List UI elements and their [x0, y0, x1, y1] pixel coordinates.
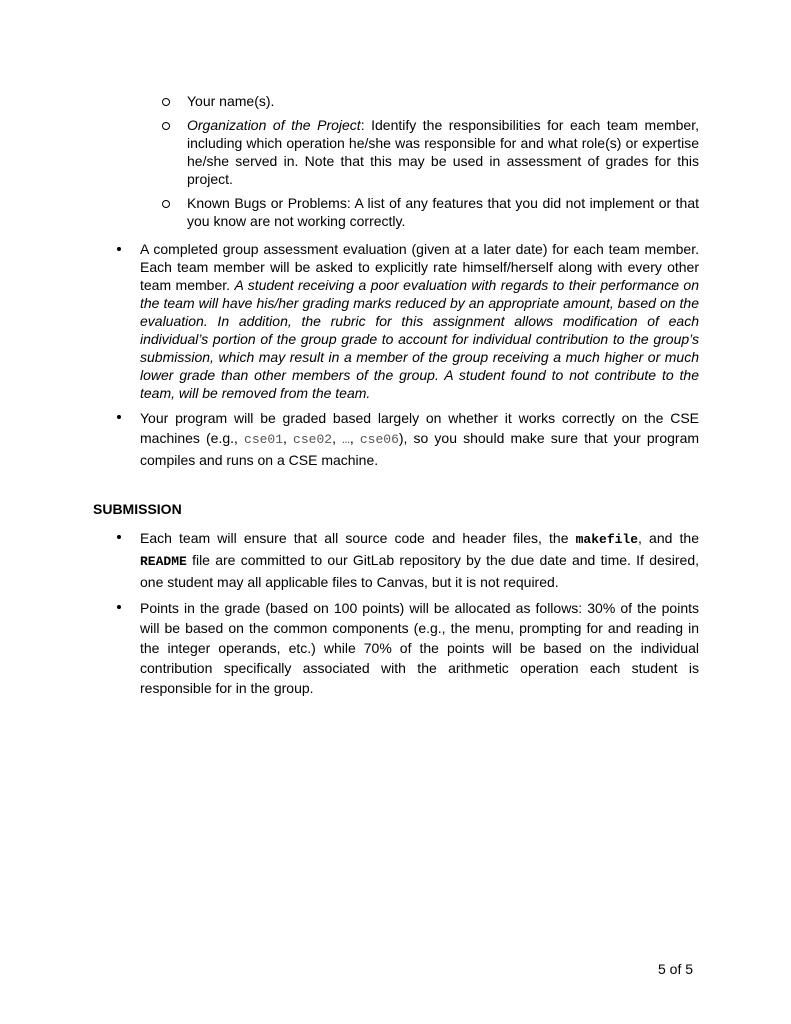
- ellipsis: …: [342, 432, 350, 447]
- bullet-icon: [117, 605, 121, 609]
- assessment-plain: A completed group assessment evaluation (given at a later date) for each team member. Each team member will be asked to explicitly rate himself/herself along with every other team member.: [140, 241, 699, 293]
- hollow-bullet-icon: [162, 200, 170, 208]
- hollow-bullet-icon: [162, 122, 170, 130]
- item-text: Known Bugs or Problems: A list of any features that you did not implement or that you know are not working correctly.: [187, 195, 699, 229]
- list-item: [162, 194, 699, 230]
- grading-note-text: Your program will be graded based largely on whether it works correctly on the CSE machines (e.g., cse01, cse02, …, cse06), so you should make sure that your program compiles and runs on a CSE machine.: [140, 410, 700, 468]
- submission-item-text: Each team will ensure that all source code and header files, the makefile, and the README file are committed to our GitLab repository by the due date and time. If desired, one student may all applicable files to Canvas, but it is not required.: [140, 530, 700, 590]
- file-name: makefile: [575, 532, 639, 547]
- item-text: Your name(s).: [187, 93, 275, 109]
- list-item: [115, 408, 699, 470]
- bullet-icon: [117, 247, 121, 251]
- list-item: [115, 598, 699, 698]
- machine-name: cse02: [293, 432, 333, 447]
- file-name: README: [140, 554, 187, 569]
- bullet-icon: [117, 535, 121, 539]
- submission-item-text: Points in the grade (based on 100 points) will be allocated as follows: 30% of the points will be based on the common components (e.g., the menu, prompting for and reading in the integer operands, etc.) while 70% of the points will be based on the individual contribution specifically associated with the arithmetic operation each student is responsible for in the group.: [140, 600, 699, 696]
- list-item: [162, 116, 699, 188]
- section-heading: SUBMISSION: [93, 501, 182, 517]
- page-number: 5 of 5: [658, 961, 694, 977]
- report-contents-list: [162, 92, 699, 236]
- hollow-bullet-icon: [162, 98, 170, 106]
- list-item: [162, 92, 699, 110]
- assessment-text: [140, 240, 699, 402]
- requirements-list: [115, 240, 699, 476]
- assessment-italic: A student receiving a poor evaluation with regards to their performance on the team will have his/her grading marks reduced by an appropriate amount, based on the evaluation. In addition, the rubric for this assignment allows modification of each individual’s portion of the group grade to account for individual contribution to the group’s submission, which may result in a member of the group receiving a much higher or much lower grade than other members of the group. A student found to not contribute to the team, will be removed from the team.: [140, 277, 699, 401]
- item-text: [187, 116, 699, 188]
- list-item: [115, 240, 699, 402]
- list-item: [115, 528, 699, 592]
- item-body: : Identify the responsibilities for each team member, including which operation he/she was responsible for and what role(s) or expertise he/she served in. Note that this may be used in assessment of grades for this project.: [187, 117, 699, 187]
- machine-name: cse06: [359, 432, 399, 447]
- bullet-icon: [117, 415, 121, 419]
- machine-name: cse01: [244, 432, 284, 447]
- submission-list: [115, 528, 699, 704]
- item-lead: Organization of the Project: [187, 117, 361, 133]
